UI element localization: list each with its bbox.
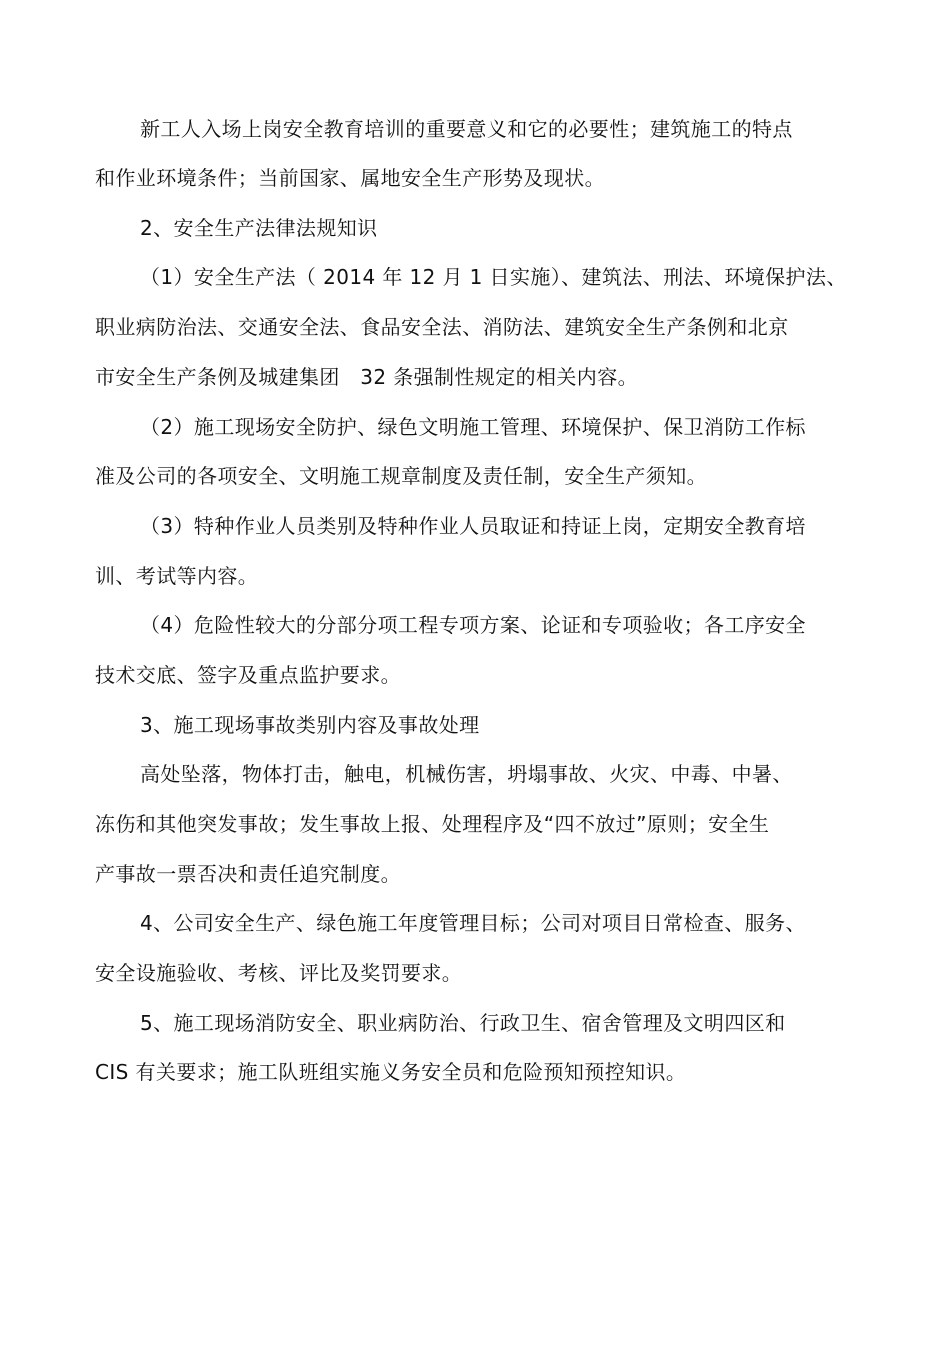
text-line: 5、施工现场消防安全、职业病防治、行政卫生、宿舍管理及文明四区和 [140,1011,786,1035]
text-line: （2）施工现场安全防护、绿色文明施工管理、环境保护、保卫消防工作标 [140,415,806,439]
text-line: 准及公司的各项安全、文明施工规章制度及责任制，安全生产须知。 [95,464,707,488]
text-line: 市安全生产条例及城建集团 32 条强制性规定的相关内容。 [95,365,639,389]
text-line: 技术交底、签字及重点监护要求。 [95,663,401,687]
text-line: 冻伤和其他突发事故；发生事故上报、处理程序及“四不放过”原则；安全生 [95,812,770,836]
text-line: 新工人入场上岗安全教育培训的重要意义和它的必要性；建筑施工的特点 [140,117,793,141]
text-line: （1）安全生产法（ 2014 年 12 月 1 日实施）、建筑法、刑法、环境保护法、 [140,265,847,289]
text-line: （3）特种作业人员类别及特种作业人员取证和持证上岗，定期安全教育培 [140,514,806,538]
section-heading: 2、安全生产法律法规知识 [140,216,378,240]
text-line: 产事故一票否决和责任追究制度。 [95,862,401,886]
text-line: 安全设施验收、考核、评比及奖罚要求。 [95,961,463,985]
text-line: 和作业环境条件；当前国家、属地安全生产形势及现状。 [95,166,605,190]
text-line: 训、考试等内容。 [95,564,259,588]
section-heading: 3、施工现场事故类别内容及事故处理 [140,713,480,737]
text-line: CIS 有关要求；施工队班组实施义务安全员和危险预知预控知识。 [95,1060,687,1084]
text-line: 职业病防治法、交通安全法、食品安全法、消防法、建筑安全生产条例和北京 [95,315,789,339]
text-line: （4）危险性较大的分部分项工程专项方案、论证和专项验收；各工序安全 [140,613,806,637]
text-line: 高处坠落，物体打击，触电，机械伤害，坍塌事故、火灾、中毒、中暑、 [140,762,793,786]
text-line: 4、公司安全生产、绿色施工年度管理目标；公司对项目日常检查、服务、 [140,911,806,935]
